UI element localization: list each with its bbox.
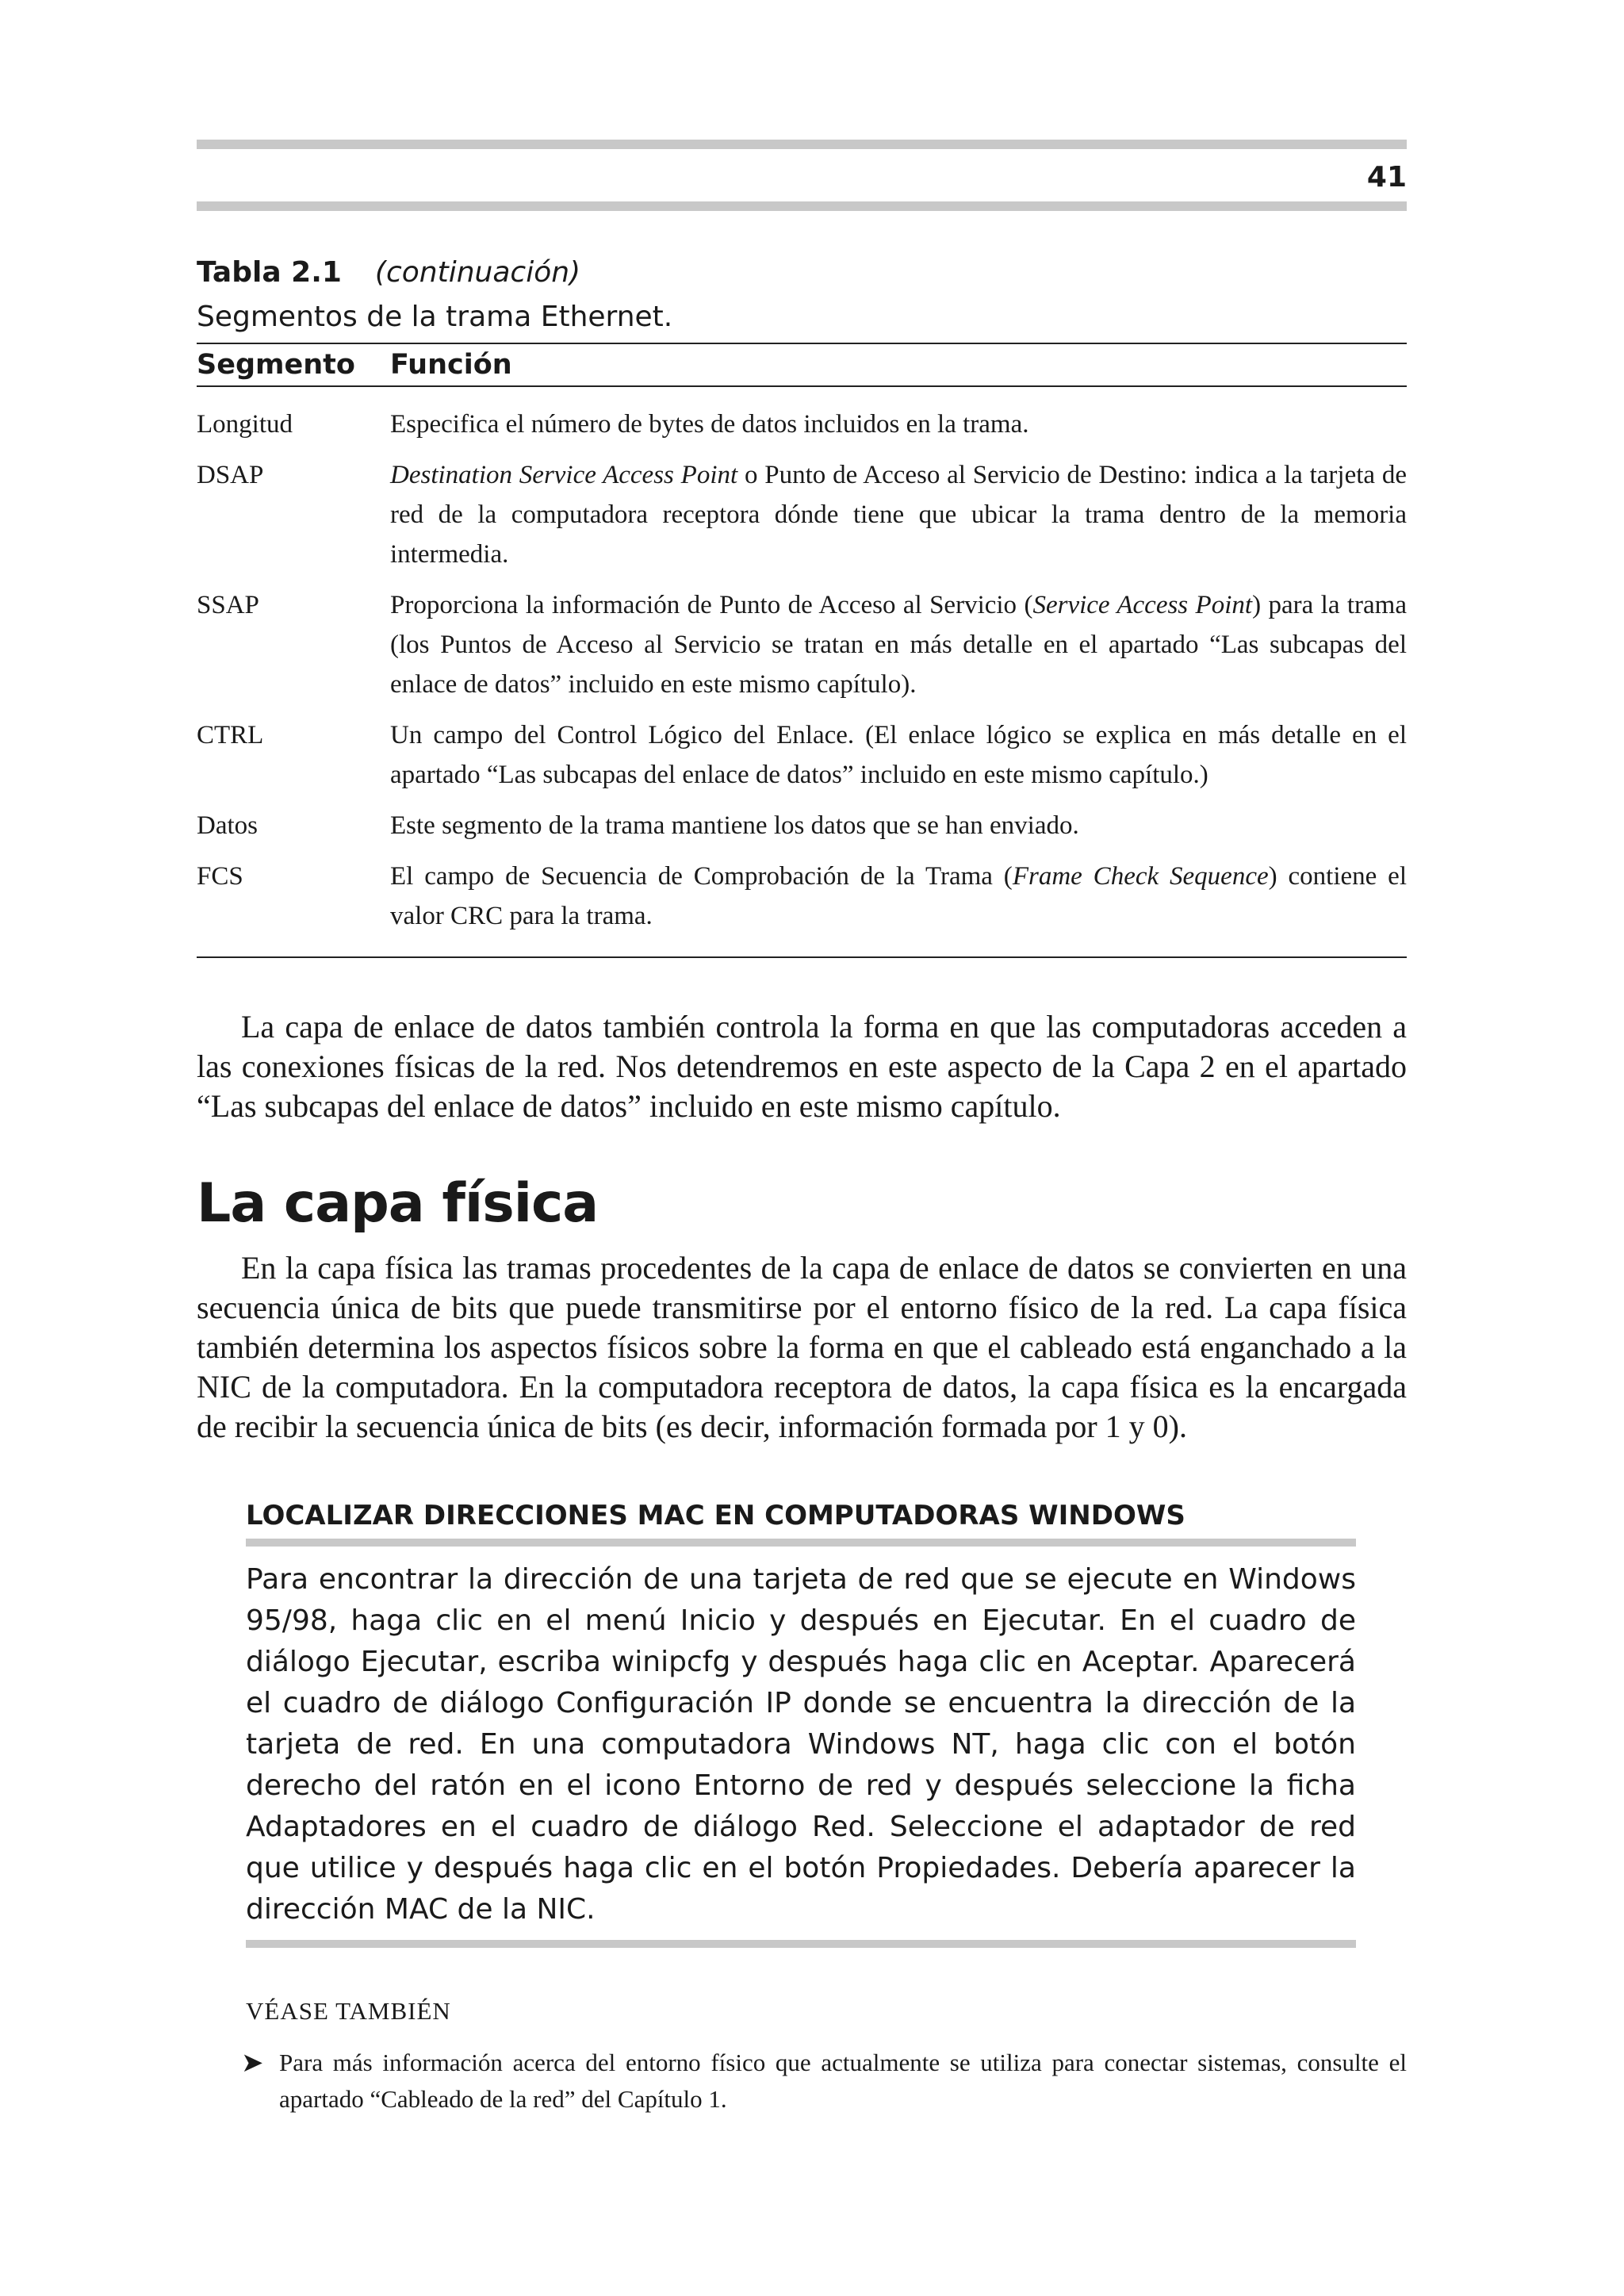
table-description: Segmentos de la trama Ethernet. xyxy=(197,301,673,333)
function-cell: Este segmento de la trama mantiene los datos que se han enviado. xyxy=(390,811,1079,840)
table-continuation: (continuación) xyxy=(374,256,581,289)
segment-cell: DSAP xyxy=(197,461,264,489)
see-also-text: Para más información acerca del entorno físico que actualmente se utiliza para conectar sistemas, consulte el apartado “Cableado de la red” del Capítulo 1. xyxy=(279,2049,1407,2113)
segment-cell: Datos xyxy=(197,811,258,840)
sidebar-title: LOCALIZAR DIRECCIONES MAC EN COMPUTADORAS WINDOWS xyxy=(246,1500,1185,1531)
table-row xyxy=(197,715,1407,795)
table-label: Tabla 2.1 xyxy=(197,256,342,289)
segment-cell: Longitud xyxy=(197,410,293,439)
section-title: La capa física xyxy=(197,1172,599,1235)
sidebar-rule-bottom xyxy=(246,1940,1356,1948)
segment-cell: CTRL xyxy=(197,721,264,749)
function-cell: Especifica el número de bytes de datos incluidos en la trama. xyxy=(390,410,1029,439)
see-also-title: VÉASE TAMBIÉN xyxy=(246,1997,451,2025)
header-rule-top xyxy=(197,140,1407,149)
table-row xyxy=(197,585,1407,704)
function-text: o Punto de Acceso al Servicio de Destino: indica a la tarjeta de red de la computadora receptora dónde tiene que ubicar la trama dentro de la memoria intermedia. xyxy=(390,461,1407,569)
table-row xyxy=(197,404,1407,444)
column-header-funcion: Función xyxy=(390,349,512,381)
function-text: ) contiene el valor CRC para la trama. xyxy=(390,862,1407,930)
table-caption xyxy=(197,254,1407,292)
page xyxy=(197,140,1407,2118)
function-cell xyxy=(390,585,1407,704)
function-emphasis: Frame Check Sequence xyxy=(1012,862,1269,891)
function-text: Proporciona la información de Punto de Acceso al Servicio ( xyxy=(390,591,1033,619)
segments-table xyxy=(197,343,1407,958)
column-header-segmento: Segmento xyxy=(197,349,355,381)
sidebar-rule-top xyxy=(246,1539,1356,1547)
table-header xyxy=(197,344,1407,387)
table-body xyxy=(197,387,1407,956)
function-cell: Un campo del Control Lógico del Enlace. (El enlace lógico se explica en más detalle en el apartado “Las subcapas del enlace de datos” incluido en este mismo capítulo.) xyxy=(390,721,1407,789)
table-row xyxy=(197,455,1407,574)
segment-cell: SSAP xyxy=(197,591,259,619)
function-text: El campo de Secuencia de Comprobación de la Trama ( xyxy=(390,862,1013,891)
sidebar-box xyxy=(246,1497,1356,1948)
body-paragraph: En la capa física las tramas procedentes de la capa de enlace de datos se convierten en una secuencia única de bits que puede transmitirse por el entorno físico de la red. La capa física también determina los aspectos físicos sobre la forma en que el cableado está enganchado a la NIC de la computadora. En la computadora receptora de datos, la capa física es la encargada de recibir la secuencia única de bits (es decir, información formada por 1 y 0). xyxy=(197,1250,1407,1444)
function-cell xyxy=(390,857,1407,936)
function-cell xyxy=(390,455,1407,574)
arrow-bullet-icon: ➤ xyxy=(241,2047,264,2079)
function-emphasis: Destination Service Access Point xyxy=(390,461,738,489)
function-text: ) para la trama (los Puntos de Acceso al Servicio se tratan en más detalle en el apartado “Las subcapas del enlace de datos” incluido en este mismo capítulo). xyxy=(390,591,1407,699)
segment-cell: FCS xyxy=(197,862,243,891)
sidebar-text: Para encontrar la dirección de una tarjeta de red que se ejecute en Windows 95/98, haga clic en el menú Inicio y después en Ejecutar. En el cuadro de diálogo Ejecutar, escriba winipcfg y después haga clic en Aceptar. Aparecerá el cuadro de diálogo Configuración IP donde se encuentra la dirección de la tarjeta de red. En una computadora Windows NT, haga clic con el botón derecho del ratón en el icono Entorno de red y después seleccione la ficha Adaptadores en el cuadro de diálogo Red. Seleccione el adaptador de red que utilice y después haga clic en el botón Propiedades. Debería aparecer la dirección MAC de la NIC. xyxy=(246,1563,1356,1926)
table-row xyxy=(197,857,1407,936)
body-paragraph: La capa de enlace de datos también controla la forma en que las computadoras acceden a las conexiones físicas de la red. Nos detendremos en este aspecto de la Capa 2 en el apartado “Las subcapas del enlace de datos” incluido en este mismo capítulo. xyxy=(197,1009,1407,1124)
page-number: 41 xyxy=(1366,161,1407,194)
header-rule-bottom xyxy=(197,201,1407,211)
function-emphasis: Service Access Point xyxy=(1032,591,1253,619)
see-also-item xyxy=(241,2045,1407,2118)
table-row xyxy=(197,806,1407,845)
